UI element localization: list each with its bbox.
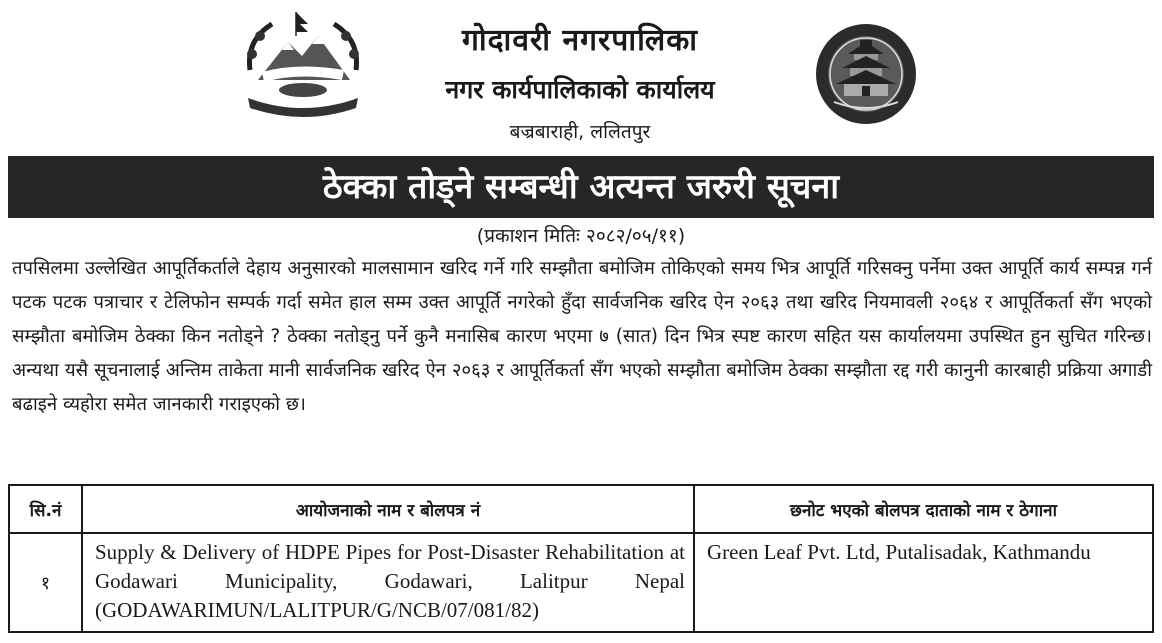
contract-table [8, 484, 1154, 633]
table-header-row [9, 485, 1153, 533]
municipality-name: गोदावरी नगरपालिका [461, 23, 699, 58]
cell-serial-number: १ [9, 533, 82, 632]
cell-bidder-name: Green Leaf Pvt. Ltd, Putalisadak, Kathmandu [694, 533, 1153, 632]
office-name: नगर कार्यपालिकाको कार्यालय [445, 75, 715, 104]
notice-title-banner: ठेक्का तोड्ने सम्बन्धी अत्यन्त जरुरी सूचना [8, 156, 1154, 218]
godawari-municipality-logo-icon [812, 18, 920, 130]
header-serial-number: सि.नं [9, 485, 82, 533]
header-project-name: आयोजनाको नाम र बोलपत्र नं [82, 485, 694, 533]
notice-body: तपसिलमा उल्लेखित आपूर्तिकर्ताले देहाय अनुसारको मालसामान खरिद गर्ने गरि सम्झौता बमोजिम तोकिएको समय भित्र आपूर्ति गरिसक्नु पर्नेमा उक्त आपूर्ति कार्य सम्पन्न गर्न पटक पटक पत्राचार र टेलिफोन सम्पर्क गर्दा समेत हाल सम्म उक्त आपूर्ति नगरेको हुँदा सार्वजनिक खरिद ऐन २०६३ तथा खरिद नियमावली २०६४ र आपूर्तिकर्ता सँग भएको सम्झौता बमोजिम ठेक्का किन नतोड्ने ? ठेक्का नतोड्नु पर्ने कुनै मनासिब कारण भएमा ७ (सात) दिन भित्र स्पष्ट कारण सहित यस कार्यालयमा उपस्थित हुन सुचित गरिन्छ। अन्यथा यसै सूचनालाई अन्तिम ताकेता मानी सार्वजनिक खरिद ऐन २०६३ र आपूर्तिकर्ता सँग भएको सम्झौता बमोजिम ठेक्का सम्झौता रद्द गरी कानुनी कारबाही प्रक्रिया अगाडी बढाइने व्यहोरा समेत जानकारी गराइएको छ। [12, 258, 1152, 415]
letterhead [0, 0, 1162, 152]
cell-project-name: Supply & Delivery of HDPE Pipes for Post-Disaster Rehabilitation at Godawari Municipality, Godawari, Lalitpur Nepal (GODAWARIMUN/LALITPUR/G/NCB/07/081/82) [82, 533, 694, 632]
header-bidder-name: छनोट भएको बोलपत्र दाताको नाम र ठेगाना [694, 485, 1153, 533]
table-row [9, 533, 1153, 632]
publication-date: (प्रकाशन मितिः २०८२/०५/११) [476, 225, 686, 247]
office-address: बज्रबाराही, ललितपुर [509, 121, 651, 143]
nepal-government-emblem-icon [238, 10, 368, 122]
